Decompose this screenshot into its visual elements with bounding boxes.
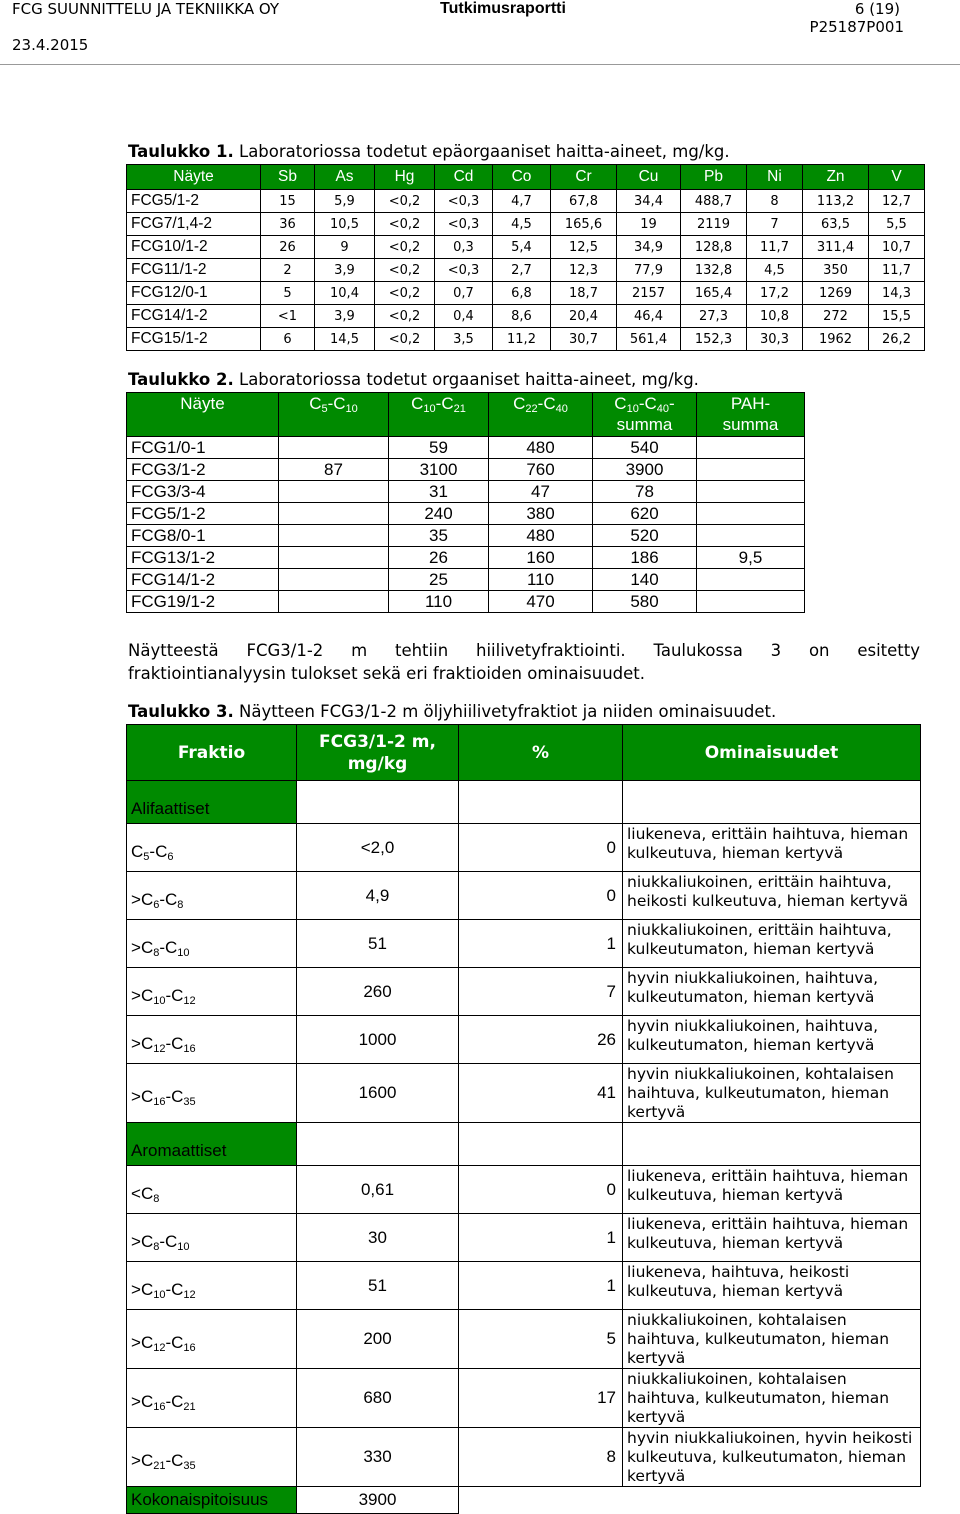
table-cell: 165,6 [551, 213, 617, 236]
table-cell: 2157 [617, 282, 681, 305]
table-cell: 20,4 [551, 305, 617, 328]
percent-value: 1 [459, 1262, 623, 1310]
paragraph-line2: fraktiointianalyysin tulokset sekä eri fraktioiden ominaisuudet. [128, 664, 646, 683]
table-row [127, 213, 925, 236]
concentration-value: 4,9 [297, 872, 459, 920]
fraction-name: $>C_6-C_8$ [127, 872, 297, 920]
table-cell: FCG10/1-2 [127, 236, 261, 259]
properties-text: liukeneva, erittäin haihtuva, hieman kulkeutuva, hieman kertyvä [623, 1166, 921, 1214]
header-divider [0, 64, 960, 65]
concentration-value: 1000 [297, 1016, 459, 1064]
table-cell: 1269 [803, 282, 869, 305]
percent-value: 7 [459, 968, 623, 1016]
table1-col-8: Pb [681, 165, 747, 190]
document-type: Tutkimusraportti [440, 0, 566, 17]
table-cell: 12,3 [551, 259, 617, 282]
table-cell: FCG3/1-2 [127, 459, 279, 481]
table1-caption-label: Taulukko 1. [128, 142, 234, 161]
table-cell: 30,7 [551, 328, 617, 351]
properties-text: niukkaliukoinen, erittäin haihtuva, kulkeutumaton, hieman kertyvä [623, 920, 921, 968]
table-cell: 4,5 [493, 213, 551, 236]
table1-caption-text: Laboratoriossa todetut epäorgaaniset haitta-aineet, mg/kg. [233, 142, 730, 161]
table-cell: 5,9 [315, 190, 375, 213]
concentration-value: 1600 [297, 1064, 459, 1123]
col-properties: Ominaisuudet [623, 725, 921, 781]
table-cell: 26,2 [869, 328, 925, 351]
concentration-value: 330 [297, 1428, 459, 1487]
table-cell: 0,4 [435, 305, 493, 328]
paragraph-line1: Näytteestä FCG3/1-2 m tehtiin hiilivetyfraktiointi. Taulukossa 3 on esitetty [128, 641, 920, 660]
concentration-value: 51 [297, 1262, 459, 1310]
concentration-value: <2,0 [297, 824, 459, 872]
properties-text: liukeneva, haihtuva, heikosti kulkeutuva, hieman kertyvä [623, 1262, 921, 1310]
group-label: Alifaattiset [127, 781, 297, 824]
table-cell: 380 [489, 503, 593, 525]
concentration-value: 200 [297, 1310, 459, 1369]
table-cell: FCG14/1-2 [127, 305, 261, 328]
table-cell: 5,5 [869, 213, 925, 236]
table1-col-7: Cu [617, 165, 681, 190]
table-cell: 165,4 [681, 282, 747, 305]
table1-col-2: As [315, 165, 375, 190]
properties-text: niukkaliukoinen, kohtalaisen haihtuva, kulkeutumaton, hieman kertyvä [623, 1310, 921, 1369]
col-c5-c10: $C_5-C_{10}$ [279, 393, 389, 437]
fraction-name: $>C_8-C_{10}$ [127, 920, 297, 968]
table-cell: 34,4 [617, 190, 681, 213]
total-row [127, 1487, 921, 1514]
percent-value: 5 [459, 1310, 623, 1369]
group-row [127, 781, 921, 824]
total-label: Kokonaispitoisuus [127, 1487, 297, 1514]
table2-caption-label: Taulukko 2. [128, 370, 234, 389]
table-cell [697, 437, 805, 459]
table1-caption [128, 142, 730, 161]
empty-cell [623, 781, 921, 824]
table-cell: <0,2 [375, 305, 435, 328]
empty-cell [623, 1123, 921, 1166]
empty-cell [297, 781, 459, 824]
col-percent: % [459, 725, 623, 781]
document-date: 23.4.2015 [12, 36, 89, 54]
table1-col-0: Näyte [127, 165, 261, 190]
table-cell: <1 [261, 305, 315, 328]
concentration-value: 51 [297, 920, 459, 968]
properties-text: hyvin niukkaliukoinen, kohtalaisen haihtuva, kulkeutumaton, hieman kertyvä [623, 1064, 921, 1123]
table2-header-row [127, 393, 805, 437]
table-cell: 8 [747, 190, 803, 213]
table-row [127, 1262, 921, 1310]
table-row [127, 547, 805, 569]
table-cell: 18,7 [551, 282, 617, 305]
concentration-value: 0,61 [297, 1166, 459, 1214]
table1-col-3: Hg [375, 165, 435, 190]
percent-value: 0 [459, 872, 623, 920]
table-cell: FCG1/0-1 [127, 437, 279, 459]
table-cell [279, 547, 389, 569]
empty-cell [459, 1123, 623, 1166]
table-cell: FCG7/1,4-2 [127, 213, 261, 236]
table-cell: 9 [315, 236, 375, 259]
empty-cell [623, 1487, 921, 1514]
table-cell: 14,5 [315, 328, 375, 351]
table-cell: 520 [593, 525, 697, 547]
percent-value: 0 [459, 824, 623, 872]
table-cell: 186 [593, 547, 697, 569]
table-cell: 488,7 [681, 190, 747, 213]
fraction-name: $>C_8-C_{10}$ [127, 1214, 297, 1262]
table1-col-6: Cr [551, 165, 617, 190]
table-row [127, 236, 925, 259]
table-cell: <0,2 [375, 213, 435, 236]
table-cell: 27,3 [681, 305, 747, 328]
table-cell [279, 525, 389, 547]
table2-caption [128, 370, 699, 389]
table-cell: 63,5 [803, 213, 869, 236]
table-cell: 4,5 [747, 259, 803, 282]
table-cell: <0,3 [435, 190, 493, 213]
table-cell: 110 [389, 591, 489, 613]
table-cell: FCG12/0-1 [127, 282, 261, 305]
table-cell: <0,2 [375, 236, 435, 259]
properties-text: liukeneva, erittäin haihtuva, hieman kulkeutuva, hieman kertyvä [623, 1214, 921, 1262]
table-row [127, 1016, 921, 1064]
table-cell: 311,4 [803, 236, 869, 259]
table-cell: 0,7 [435, 282, 493, 305]
table-cell: 5,4 [493, 236, 551, 259]
table1-col-9: Ni [747, 165, 803, 190]
fraction-name: $C_5-C_6$ [127, 824, 297, 872]
col-c22-c40: $C_{22}-C_{40}$ [489, 393, 593, 437]
empty-cell [297, 1123, 459, 1166]
table-cell: 113,2 [803, 190, 869, 213]
table-cell: 34,9 [617, 236, 681, 259]
table-cell [697, 525, 805, 547]
table-cell: 470 [489, 591, 593, 613]
document-id: P25187P001 [809, 18, 904, 36]
table-row [127, 920, 921, 968]
table-cell: 620 [593, 503, 697, 525]
table3-caption-text: Näytteen FCG3/1-2 m öljyhiilivetyfraktiot ja niiden ominaisuudet. [233, 702, 777, 721]
table-cell: 12,7 [869, 190, 925, 213]
fraction-name: $>C_{16}-C_{21}$ [127, 1369, 297, 1428]
table-cell [279, 481, 389, 503]
col-fraction: Fraktio [127, 725, 297, 781]
table-cell: FCG3/3-4 [127, 481, 279, 503]
table-cell: FCG19/1-2 [127, 591, 279, 613]
table-cell [697, 481, 805, 503]
table-cell: FCG13/1-2 [127, 547, 279, 569]
table-cell: 26 [261, 236, 315, 259]
properties-text: hyvin niukkaliukoinen, haihtuva, kulkeutumaton, hieman kertyvä [623, 968, 921, 1016]
table-cell: 9,5 [697, 547, 805, 569]
table-cell [697, 569, 805, 591]
table-cell: 10,8 [747, 305, 803, 328]
table-row [127, 481, 805, 503]
table-cell: 3,9 [315, 259, 375, 282]
table3-caption [128, 702, 776, 721]
table-cell: 1962 [803, 328, 869, 351]
table-cell: 11,2 [493, 328, 551, 351]
table-cell: 3,5 [435, 328, 493, 351]
table-cell: 15,5 [869, 305, 925, 328]
table-cell: 11,7 [747, 236, 803, 259]
table-cell: 19 [617, 213, 681, 236]
table-row [127, 305, 925, 328]
fraction-name: $<C_8$ [127, 1166, 297, 1214]
table-row [127, 459, 805, 481]
table-row [127, 437, 805, 459]
organic-table [126, 392, 805, 613]
empty-cell [459, 781, 623, 824]
table-row [127, 591, 805, 613]
fraction-table [126, 724, 921, 1514]
table1-col-4: Cd [435, 165, 493, 190]
concentration-value: 260 [297, 968, 459, 1016]
table-cell: <0,2 [375, 190, 435, 213]
table-cell: 31 [389, 481, 489, 503]
fraction-name: $>C_{21}-C_{35}$ [127, 1428, 297, 1487]
table-cell: 128,8 [681, 236, 747, 259]
table1-col-10: Zn [803, 165, 869, 190]
table-cell: 77,9 [617, 259, 681, 282]
concentration-value: 680 [297, 1369, 459, 1428]
table-cell [697, 591, 805, 613]
table-cell: 6 [261, 328, 315, 351]
table-cell: 78 [593, 481, 697, 503]
table-cell: 110 [489, 569, 593, 591]
table-cell: 46,4 [617, 305, 681, 328]
table-row [127, 1369, 921, 1428]
table-cell: 132,8 [681, 259, 747, 282]
table-cell [279, 591, 389, 613]
fraction-name: $>C_{10}-C_{12}$ [127, 968, 297, 1016]
table-cell: 67,8 [551, 190, 617, 213]
table-cell: 480 [489, 525, 593, 547]
table-cell: 540 [593, 437, 697, 459]
table-cell: 140 [593, 569, 697, 591]
table1-col-11: V [869, 165, 925, 190]
table-cell: 3,9 [315, 305, 375, 328]
col-concentration: FCG3/1-2 m, mg/kg [297, 725, 459, 781]
table-cell: 350 [803, 259, 869, 282]
table-cell: <0,2 [375, 328, 435, 351]
table-cell: <0,2 [375, 282, 435, 305]
table-cell: 272 [803, 305, 869, 328]
table-cell: 760 [489, 459, 593, 481]
table-row [127, 872, 921, 920]
fraction-name: $>C_{10}-C_{12}$ [127, 1262, 297, 1310]
table-cell: 4,7 [493, 190, 551, 213]
table-row [127, 190, 925, 213]
table-cell [279, 569, 389, 591]
group-label: Aromaattiset [127, 1123, 297, 1166]
table-cell [697, 503, 805, 525]
table-cell [279, 437, 389, 459]
table-cell: 8,6 [493, 305, 551, 328]
col-sample: Näyte [127, 393, 279, 437]
table-cell: 26 [389, 547, 489, 569]
table-row [127, 1428, 921, 1487]
col-c10-c21: $C_{10}-C_{21}$ [389, 393, 489, 437]
inorganic-table [126, 164, 925, 351]
company-name: FCG SUUNNITTELU JA TEKNIIKKA OY [12, 0, 280, 18]
table-row [127, 1214, 921, 1262]
percent-value: 17 [459, 1369, 623, 1428]
table-cell: <0,3 [435, 213, 493, 236]
table-cell: 30,3 [747, 328, 803, 351]
table-row [127, 569, 805, 591]
table-cell: 10,5 [315, 213, 375, 236]
percent-value: 1 [459, 920, 623, 968]
total-value: 3900 [297, 1487, 459, 1514]
table-cell: <0,3 [435, 259, 493, 282]
table-cell [279, 503, 389, 525]
table1-header-row [127, 165, 925, 190]
table-cell: 3100 [389, 459, 489, 481]
table-cell: FCG5/1-2 [127, 503, 279, 525]
table1-col-1: Sb [261, 165, 315, 190]
table-cell: 87 [279, 459, 389, 481]
table-cell: 2 [261, 259, 315, 282]
fraction-name: $>C_{12}-C_{16}$ [127, 1016, 297, 1064]
table-cell: 10,7 [869, 236, 925, 259]
table-row [127, 824, 921, 872]
table-cell: 3900 [593, 459, 697, 481]
table-cell: 5 [261, 282, 315, 305]
table-cell: FCG14/1-2 [127, 569, 279, 591]
table-cell: 14,3 [869, 282, 925, 305]
table-row [127, 503, 805, 525]
table3-header-row [127, 725, 921, 781]
table-cell: 240 [389, 503, 489, 525]
percent-value: 8 [459, 1428, 623, 1487]
table1-col-5: Co [493, 165, 551, 190]
table-cell: 36 [261, 213, 315, 236]
table-cell: 480 [489, 437, 593, 459]
table-cell: 7 [747, 213, 803, 236]
table-row [127, 1310, 921, 1369]
page-number: 6 (19) [854, 0, 900, 18]
table-cell: 580 [593, 591, 697, 613]
percent-value: 26 [459, 1016, 623, 1064]
percent-value: 41 [459, 1064, 623, 1123]
table-row [127, 968, 921, 1016]
properties-text: niukkaliukoinen, erittäin haihtuva, heikosti kulkeutuva, hieman kertyvä [623, 872, 921, 920]
table-cell: 6,8 [493, 282, 551, 305]
table-cell: FCG15/1-2 [127, 328, 261, 351]
table-cell: 152,3 [681, 328, 747, 351]
table-cell: 2119 [681, 213, 747, 236]
table-cell: FCG8/0-1 [127, 525, 279, 547]
table-cell: 59 [389, 437, 489, 459]
table-cell: 160 [489, 547, 593, 569]
col-c10-c40-sum: $C_{10}-C_{40}-$ summa [593, 393, 697, 437]
table-cell: 17,2 [747, 282, 803, 305]
table-row [127, 1064, 921, 1123]
table-cell: <0,2 [375, 259, 435, 282]
table-row [127, 259, 925, 282]
table-cell: 10,4 [315, 282, 375, 305]
table-cell: 15 [261, 190, 315, 213]
table-cell: 11,7 [869, 259, 925, 282]
table-cell: 25 [389, 569, 489, 591]
fraction-name: $>C_{12}-C_{16}$ [127, 1310, 297, 1369]
properties-text: niukkaliukoinen, kohtalaisen haihtuva, kulkeutumaton, hieman kertyvä [623, 1369, 921, 1428]
table-row [127, 328, 925, 351]
empty-cell [459, 1487, 623, 1514]
table-cell [697, 459, 805, 481]
properties-text: hyvin niukkaliukoinen, hyvin heikosti kulkeutuva, kulkeutumaton, hieman kertyvä [623, 1428, 921, 1487]
concentration-value: 30 [297, 1214, 459, 1262]
fraction-name: $>C_{16}-C_{35}$ [127, 1064, 297, 1123]
table-cell: FCG11/1-2 [127, 259, 261, 282]
table-cell: 47 [489, 481, 593, 503]
properties-text: hyvin niukkaliukoinen, haihtuva, kulkeutumaton, hieman kertyvä [623, 1016, 921, 1064]
properties-text: liukeneva, erittäin haihtuva, hieman kulkeutuva, hieman kertyvä [623, 824, 921, 872]
table-cell: FCG5/1-2 [127, 190, 261, 213]
group-row [127, 1123, 921, 1166]
table-row [127, 525, 805, 547]
table2-caption-text: Laboratoriossa todetut orgaaniset haitta-aineet, mg/kg. [233, 370, 699, 389]
percent-value: 1 [459, 1214, 623, 1262]
table-row [127, 1166, 921, 1214]
table-cell: 35 [389, 525, 489, 547]
table-cell: 561,4 [617, 328, 681, 351]
table-cell: 12,5 [551, 236, 617, 259]
table3-caption-label: Taulukko 3. [128, 702, 234, 721]
percent-value: 0 [459, 1166, 623, 1214]
table-cell: 2,7 [493, 259, 551, 282]
table-cell: 0,3 [435, 236, 493, 259]
col-pah-sum: PAH- summa [697, 393, 805, 437]
table-row [127, 282, 925, 305]
